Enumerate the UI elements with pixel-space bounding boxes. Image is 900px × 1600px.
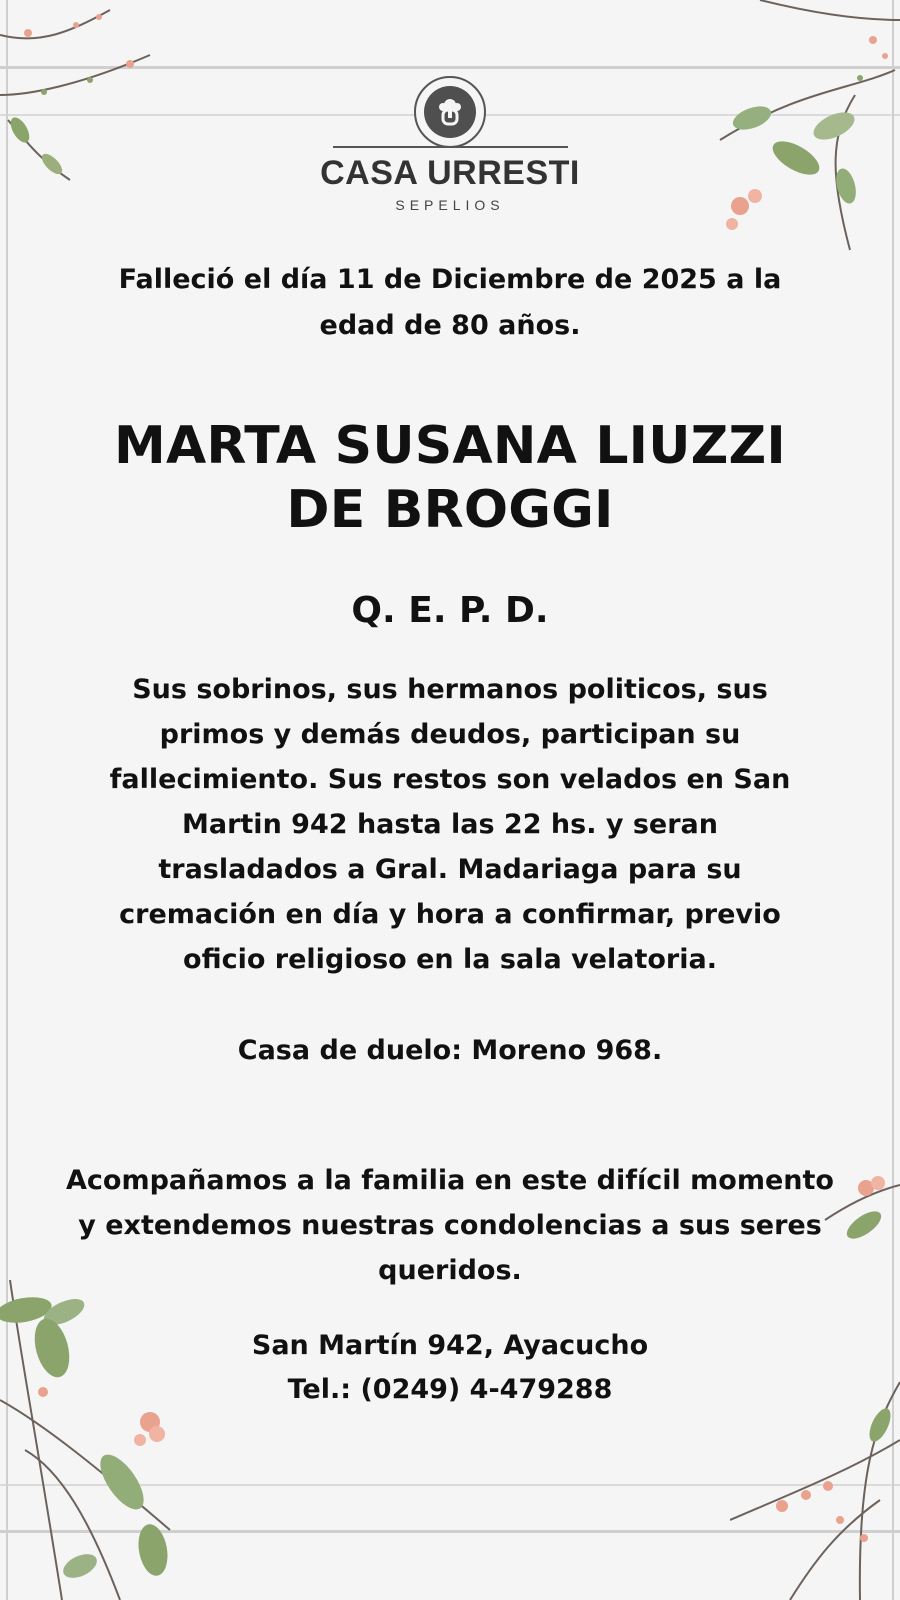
mourning-house-text: Casa de duelo: Moreno 968. xyxy=(237,1035,663,1066)
qepd-text: Q. E. P. D. xyxy=(351,590,549,631)
message-line: Sus sobrinos, sus hermanos politicos, sus xyxy=(132,674,768,705)
message-line: primos y demás deudos, participan su xyxy=(159,719,741,750)
deceased-name-line: MARTA SUSANA LIUZZI xyxy=(114,416,786,476)
obituary-message xyxy=(0,667,900,982)
bottom-border-line xyxy=(0,1530,900,1533)
address-line: San Martín 942, Ayacucho xyxy=(251,1330,649,1361)
brand-logo xyxy=(0,76,900,212)
message-line: oficio religioso en la sala velatoria. xyxy=(183,944,717,975)
phone-line: Tel.: (0249) 4-479288 xyxy=(287,1374,613,1405)
deceased-name xyxy=(0,414,900,542)
logo-rule xyxy=(333,146,568,148)
deceased-name-line: DE BROGGI xyxy=(286,480,614,540)
bottom-inner-border-line xyxy=(0,1484,900,1486)
intro-line: Falleció el día 11 de Diciembre de 2025 a la xyxy=(118,264,782,295)
death-date-text xyxy=(0,257,900,349)
message-line: Martin 942 hasta las 22 hs. y seran xyxy=(182,809,718,840)
message-line: trasladados a Gral. Madariaga para su xyxy=(158,854,742,885)
brand-subtitle: SEPELIOS xyxy=(395,197,505,213)
message-line: fallecimiento. Sus restos son velados en San xyxy=(109,764,791,795)
contact-details xyxy=(0,1324,900,1412)
condolence-message xyxy=(0,1158,900,1293)
condolence-line: y extendemos nuestras condolencias a sus seres xyxy=(78,1210,822,1241)
condolence-line: Acompañamos a la familia en este difícil momento xyxy=(66,1165,834,1196)
intro-line: edad de 80 años. xyxy=(319,310,581,341)
tree-emblem-icon xyxy=(424,86,476,138)
condolence-line: queridos. xyxy=(378,1255,522,1286)
top-border-line xyxy=(0,66,900,69)
brand-name: CASA URRESTI xyxy=(320,154,580,192)
logo-emblem xyxy=(414,76,486,148)
message-line: cremación en día y hora a confirmar, previo xyxy=(119,899,781,930)
